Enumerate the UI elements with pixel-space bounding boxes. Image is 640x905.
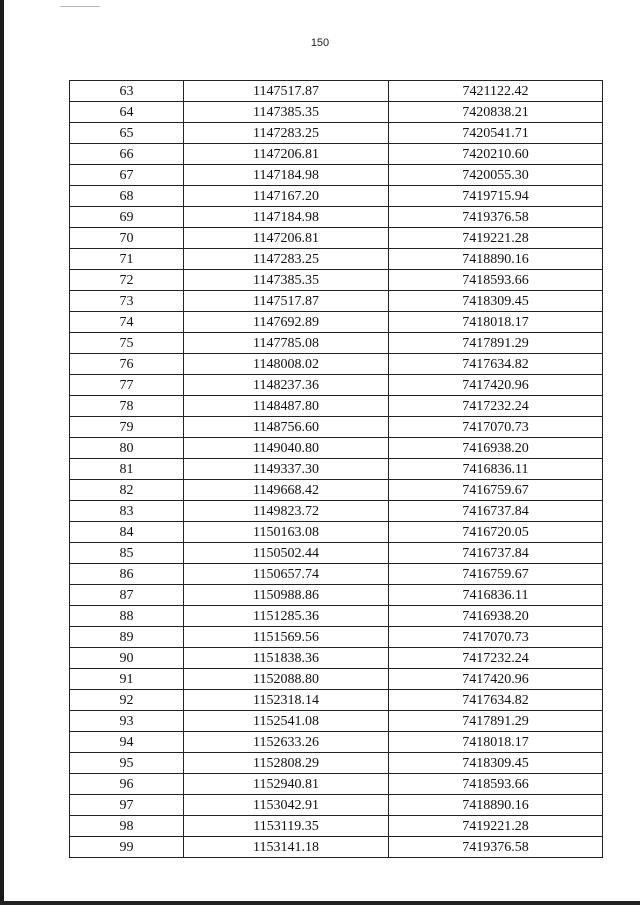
y-coordinate-cell: 7417232.24 <box>389 396 603 417</box>
table-row <box>70 228 603 249</box>
point-number-cell: 91 <box>70 669 184 690</box>
x-coordinate-cell: 1147283.25 <box>184 249 389 270</box>
point-number-cell: 68 <box>70 186 184 207</box>
y-coordinate-cell: 7417634.82 <box>389 354 603 375</box>
table-row <box>70 753 603 774</box>
y-coordinate-cell: 7416836.11 <box>389 585 603 606</box>
x-coordinate-cell: 1152633.26 <box>184 732 389 753</box>
point-number-cell: 77 <box>70 375 184 396</box>
y-coordinate-cell: 7419376.58 <box>389 207 603 228</box>
scan-border-bottom <box>0 901 640 905</box>
point-number-cell: 71 <box>70 249 184 270</box>
x-coordinate-cell: 1147206.81 <box>184 144 389 165</box>
x-coordinate-cell: 1148756.60 <box>184 417 389 438</box>
table-row <box>70 501 603 522</box>
table-row <box>70 333 603 354</box>
coordinates-table-body <box>70 81 603 858</box>
x-coordinate-cell: 1150988.86 <box>184 585 389 606</box>
x-coordinate-cell: 1147385.35 <box>184 102 389 123</box>
point-number-cell: 93 <box>70 711 184 732</box>
point-number-cell: 85 <box>70 543 184 564</box>
point-number-cell: 74 <box>70 312 184 333</box>
point-number-cell: 69 <box>70 207 184 228</box>
table-row <box>70 459 603 480</box>
table-row <box>70 732 603 753</box>
x-coordinate-cell: 1147517.87 <box>184 81 389 102</box>
x-coordinate-cell: 1151569.56 <box>184 627 389 648</box>
y-coordinate-cell: 7417420.96 <box>389 669 603 690</box>
y-coordinate-cell: 7419715.94 <box>389 186 603 207</box>
y-coordinate-cell: 7417891.29 <box>389 333 603 354</box>
y-coordinate-cell: 7419221.28 <box>389 816 603 837</box>
point-number-cell: 84 <box>70 522 184 543</box>
y-coordinate-cell: 7421122.42 <box>389 81 603 102</box>
table-row <box>70 522 603 543</box>
table-row <box>70 690 603 711</box>
x-coordinate-cell: 1147283.25 <box>184 123 389 144</box>
x-coordinate-cell: 1147206.81 <box>184 228 389 249</box>
point-number-cell: 99 <box>70 837 184 858</box>
table-row <box>70 165 603 186</box>
y-coordinate-cell: 7417420.96 <box>389 375 603 396</box>
scan-border-left <box>0 0 4 905</box>
x-coordinate-cell: 1147692.89 <box>184 312 389 333</box>
y-coordinate-cell: 7420210.60 <box>389 144 603 165</box>
x-coordinate-cell: 1150163.08 <box>184 522 389 543</box>
y-coordinate-cell: 7416759.67 <box>389 480 603 501</box>
scan-mark-top <box>60 6 100 7</box>
x-coordinate-cell: 1153042.91 <box>184 795 389 816</box>
table-row <box>70 207 603 228</box>
table-row <box>70 186 603 207</box>
point-number-cell: 97 <box>70 795 184 816</box>
y-coordinate-cell: 7419221.28 <box>389 228 603 249</box>
x-coordinate-cell: 1148487.80 <box>184 396 389 417</box>
x-coordinate-cell: 1152940.81 <box>184 774 389 795</box>
y-coordinate-cell: 7417232.24 <box>389 648 603 669</box>
table-row <box>70 480 603 501</box>
table-row <box>70 837 603 858</box>
y-coordinate-cell: 7420541.71 <box>389 123 603 144</box>
point-number-cell: 96 <box>70 774 184 795</box>
point-number-cell: 95 <box>70 753 184 774</box>
y-coordinate-cell: 7416737.84 <box>389 543 603 564</box>
point-number-cell: 67 <box>70 165 184 186</box>
x-coordinate-cell: 1149040.80 <box>184 438 389 459</box>
point-number-cell: 73 <box>70 291 184 312</box>
table-row <box>70 102 603 123</box>
point-number-cell: 65 <box>70 123 184 144</box>
y-coordinate-cell: 7419376.58 <box>389 837 603 858</box>
table-row <box>70 123 603 144</box>
x-coordinate-cell: 1152088.80 <box>184 669 389 690</box>
y-coordinate-cell: 7416836.11 <box>389 459 603 480</box>
y-coordinate-cell: 7420055.30 <box>389 165 603 186</box>
x-coordinate-cell: 1147785.08 <box>184 333 389 354</box>
table-row <box>70 438 603 459</box>
point-number-cell: 64 <box>70 102 184 123</box>
y-coordinate-cell: 7417891.29 <box>389 711 603 732</box>
x-coordinate-cell: 1152541.08 <box>184 711 389 732</box>
x-coordinate-cell: 1147385.35 <box>184 270 389 291</box>
x-coordinate-cell: 1152318.14 <box>184 690 389 711</box>
x-coordinate-cell: 1148237.36 <box>184 375 389 396</box>
table-row <box>70 354 603 375</box>
x-coordinate-cell: 1147184.98 <box>184 207 389 228</box>
point-number-cell: 82 <box>70 480 184 501</box>
point-number-cell: 76 <box>70 354 184 375</box>
y-coordinate-cell: 7418593.66 <box>389 270 603 291</box>
table-row <box>70 606 603 627</box>
y-coordinate-cell: 7418309.45 <box>389 291 603 312</box>
table-row <box>70 795 603 816</box>
page-number: 150 <box>310 37 330 49</box>
y-coordinate-cell: 7418018.17 <box>389 732 603 753</box>
y-coordinate-cell: 7418309.45 <box>389 753 603 774</box>
x-coordinate-cell: 1149337.30 <box>184 459 389 480</box>
point-number-cell: 92 <box>70 690 184 711</box>
y-coordinate-cell: 7418890.16 <box>389 249 603 270</box>
x-coordinate-cell: 1149668.42 <box>184 480 389 501</box>
y-coordinate-cell: 7417070.73 <box>389 627 603 648</box>
table-row <box>70 564 603 585</box>
point-number-cell: 87 <box>70 585 184 606</box>
table-row <box>70 543 603 564</box>
table-row <box>70 291 603 312</box>
table-row <box>70 627 603 648</box>
x-coordinate-cell: 1148008.02 <box>184 354 389 375</box>
point-number-cell: 72 <box>70 270 184 291</box>
table-row <box>70 249 603 270</box>
y-coordinate-cell: 7416737.84 <box>389 501 603 522</box>
y-coordinate-cell: 7416938.20 <box>389 438 603 459</box>
table-row <box>70 669 603 690</box>
y-coordinate-cell: 7418890.16 <box>389 795 603 816</box>
point-number-cell: 94 <box>70 732 184 753</box>
table-row <box>70 774 603 795</box>
x-coordinate-cell: 1149823.72 <box>184 501 389 522</box>
x-coordinate-cell: 1150657.74 <box>184 564 389 585</box>
point-number-cell: 79 <box>70 417 184 438</box>
point-number-cell: 83 <box>70 501 184 522</box>
y-coordinate-cell: 7417634.82 <box>389 690 603 711</box>
point-number-cell: 80 <box>70 438 184 459</box>
y-coordinate-cell: 7417070.73 <box>389 417 603 438</box>
x-coordinate-cell: 1147184.98 <box>184 165 389 186</box>
x-coordinate-cell: 1153119.35 <box>184 816 389 837</box>
table-row <box>70 375 603 396</box>
point-number-cell: 88 <box>70 606 184 627</box>
y-coordinate-cell: 7418593.66 <box>389 774 603 795</box>
table-row <box>70 816 603 837</box>
y-coordinate-cell: 7418018.17 <box>389 312 603 333</box>
point-number-cell: 89 <box>70 627 184 648</box>
point-number-cell: 75 <box>70 333 184 354</box>
point-number-cell: 90 <box>70 648 184 669</box>
point-number-cell: 81 <box>70 459 184 480</box>
table-row <box>70 396 603 417</box>
x-coordinate-cell: 1153141.18 <box>184 837 389 858</box>
point-number-cell: 78 <box>70 396 184 417</box>
x-coordinate-cell: 1147167.20 <box>184 186 389 207</box>
x-coordinate-cell: 1152808.29 <box>184 753 389 774</box>
table-row <box>70 417 603 438</box>
table-row <box>70 648 603 669</box>
y-coordinate-cell: 7416938.20 <box>389 606 603 627</box>
point-number-cell: 98 <box>70 816 184 837</box>
table-row <box>70 81 603 102</box>
table-row <box>70 144 603 165</box>
y-coordinate-cell: 7416759.67 <box>389 564 603 585</box>
point-number-cell: 86 <box>70 564 184 585</box>
table-row <box>70 711 603 732</box>
point-number-cell: 63 <box>70 81 184 102</box>
point-number-cell: 66 <box>70 144 184 165</box>
x-coordinate-cell: 1150502.44 <box>184 543 389 564</box>
table-row <box>70 270 603 291</box>
coordinates-table <box>69 80 603 858</box>
x-coordinate-cell: 1151285.36 <box>184 606 389 627</box>
x-coordinate-cell: 1151838.36 <box>184 648 389 669</box>
y-coordinate-cell: 7420838.21 <box>389 102 603 123</box>
y-coordinate-cell: 7416720.05 <box>389 522 603 543</box>
table-row <box>70 585 603 606</box>
table-row <box>70 312 603 333</box>
point-number-cell: 70 <box>70 228 184 249</box>
x-coordinate-cell: 1147517.87 <box>184 291 389 312</box>
